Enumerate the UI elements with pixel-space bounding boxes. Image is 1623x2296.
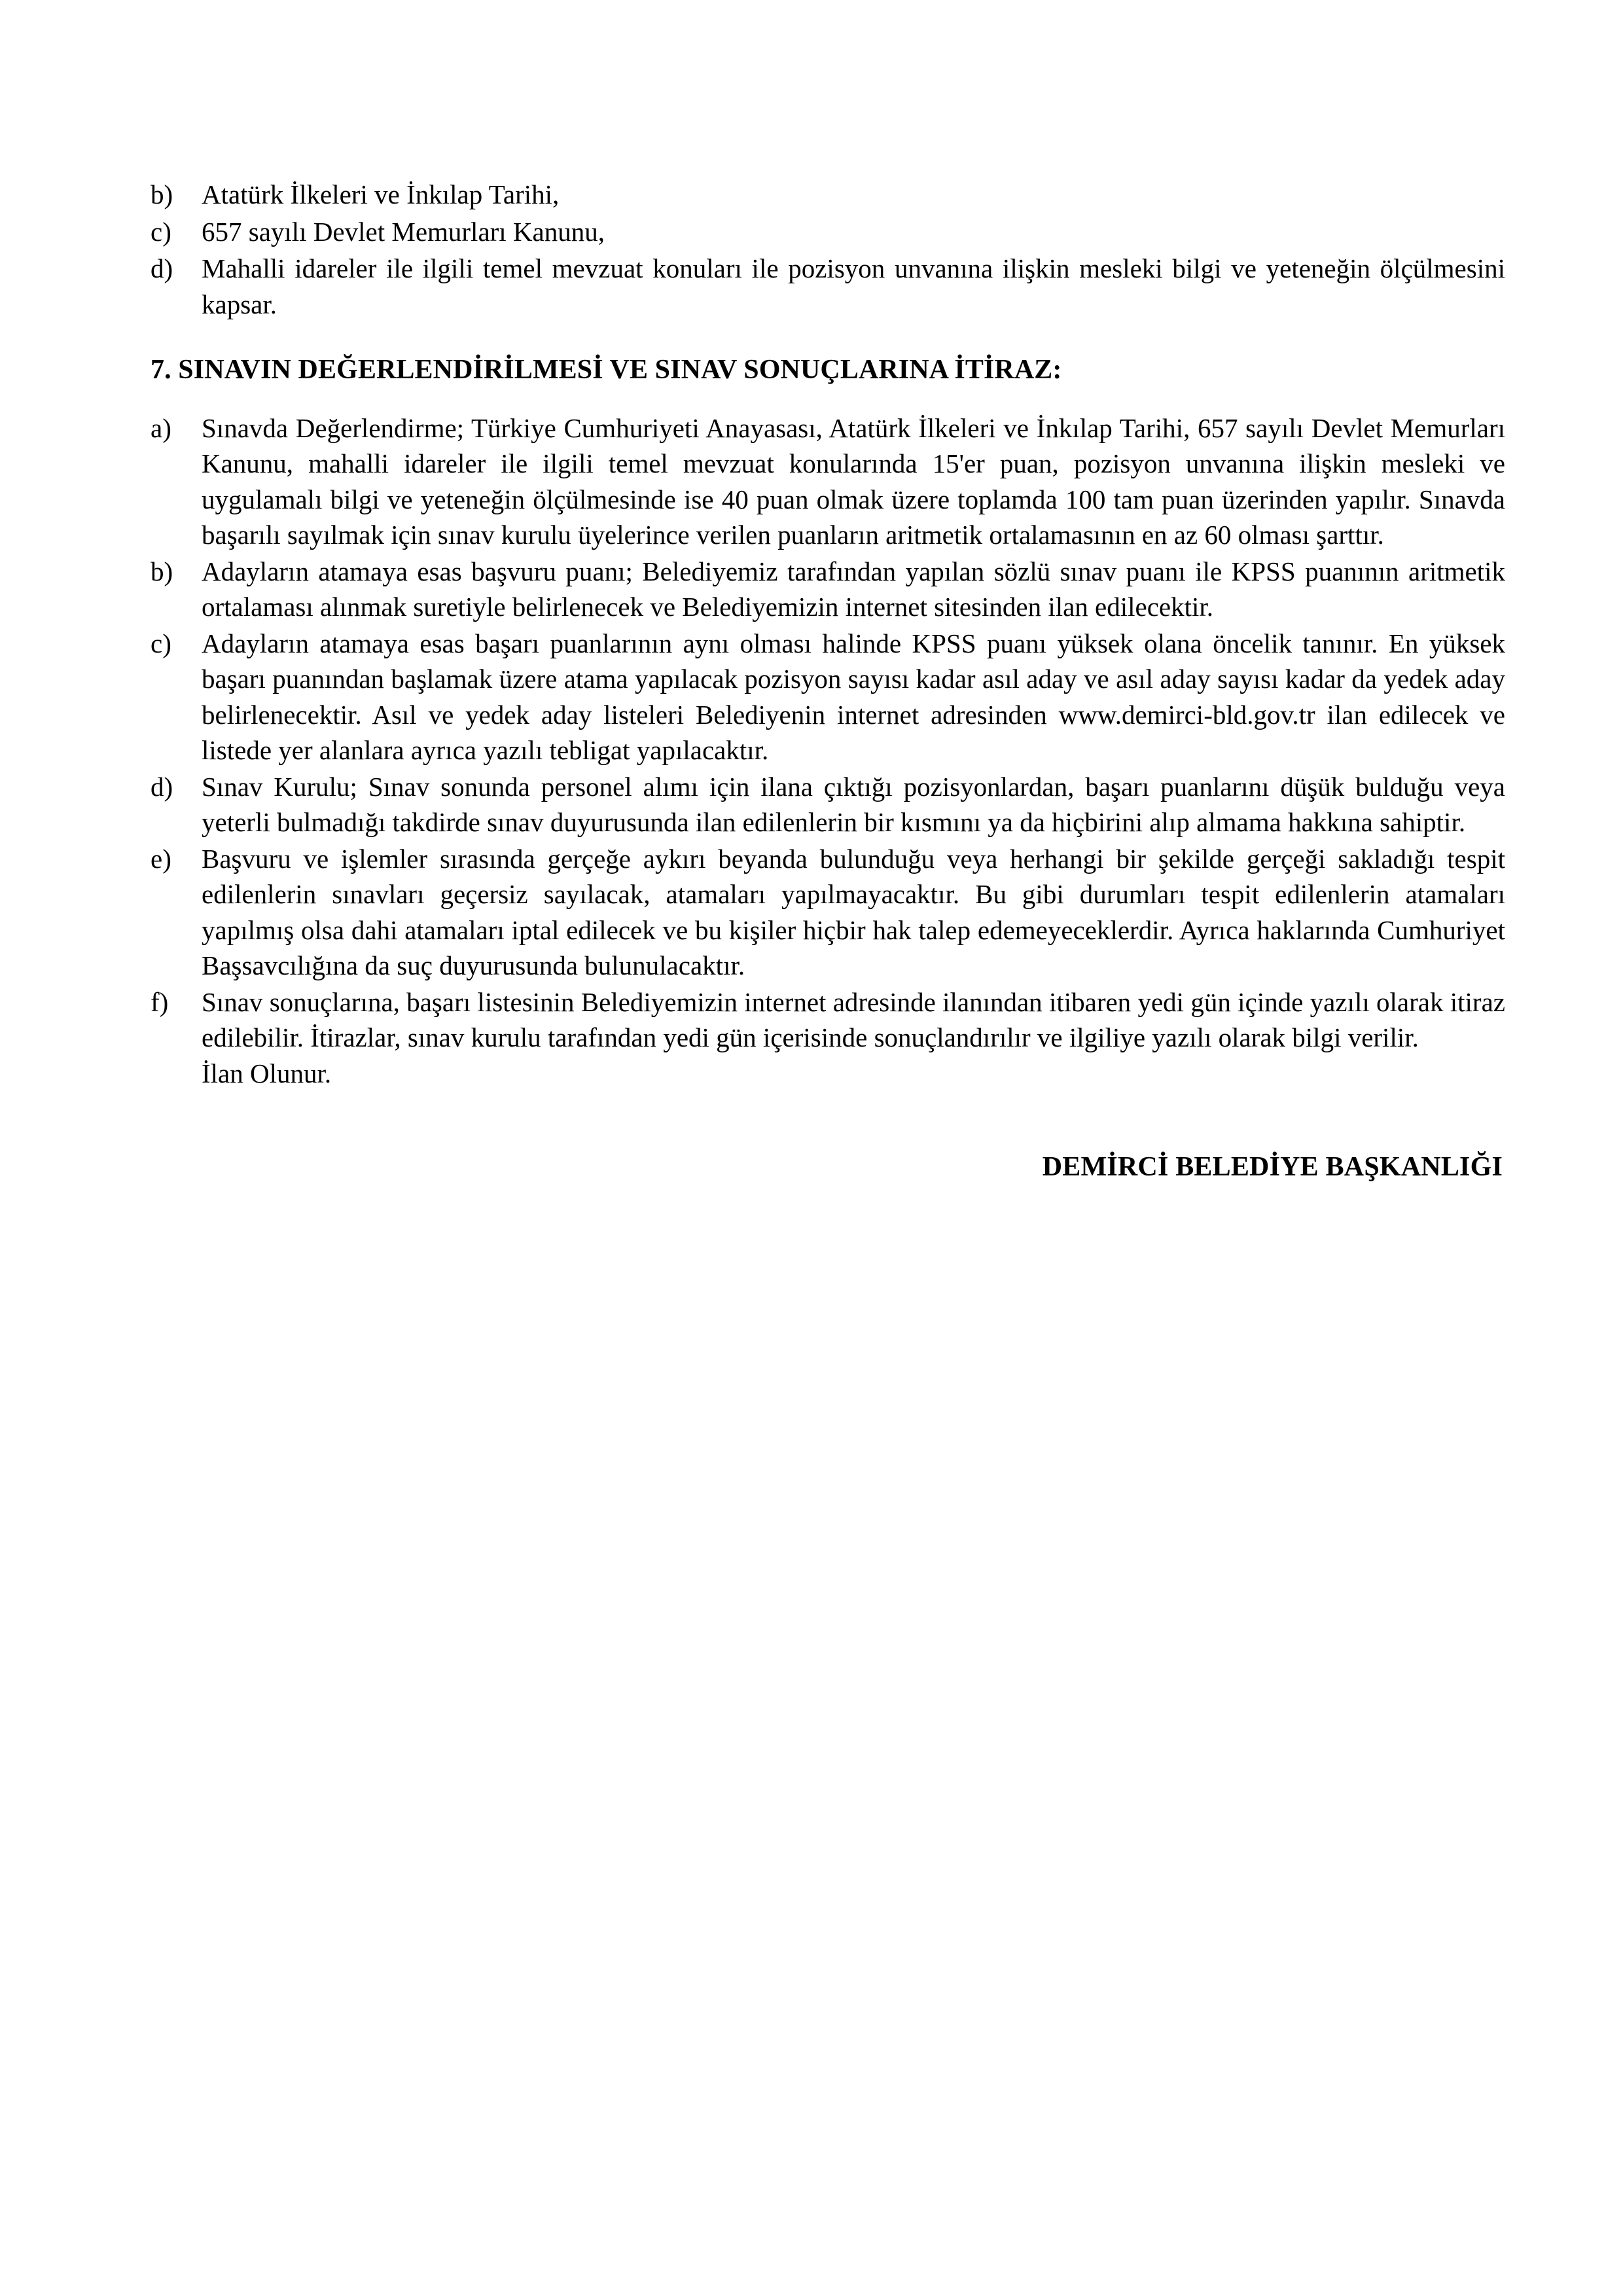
document-content (151, 177, 1505, 1183)
list-item (151, 841, 1505, 984)
list-item-text: Adayların atamaya esas başarı puanlarının aynı olması halinde KPSS puanı yüksek olana öncelik tanınır. En yüksek başarı puanından başlamak üzere atama yapılacak pozisyon sayısı kadar asıl aday ve asıl aday sayısı kadar da yedek aday belirlenecektir. Asıl ve yedek aday listeleri Belediyenin internet adresinden www.demirci-bld.gov.tr ilan edilecek ve listede yer alanlara ayrıca yazılı tebligat yapılacaktır. (202, 628, 1505, 766)
list-item (151, 554, 1505, 625)
list-item-marker: f) (151, 986, 169, 1017)
list-item-text: Başvuru ve işlemler sırasında gerçeğe aykırı beyanda bulunduğu veya herhangi bir şekilde gerçeği sakladığı tespit edilenlerin sınavları geçersiz sayılacak, atamaları yapılmayacaktır. Bu gibi durumları tespit edilenlerin atamaları yapılmış olsa dahi atamaları iptal edilecek ve bu kişiler hiçbir hak talep edemeyeceklerdir. Ayrıca haklarında Cumhuriyet Başsavcılığına da suç duyurusunda bulunulacaktır. (202, 843, 1505, 981)
list-item (151, 177, 1505, 213)
list-item-text: Sınavda Değerlendirme; Türkiye Cumhuriyeti Anayasası, Atatürk İlkeleri ve İnkılap Tarihi, 657 sayılı Devlet Memurları Kanunu, mahalli idareler ile ilgili temel mevzuat konularında 15'er puan, pozisyon unvanına ilişkin mesleki ve uygulamalı bilgi ve yeteneğin ölçülmesinde ise 40 puan olmak üzere toplamda 100 tam puan üzerinden yapılır. Sınavda başarılı sayılmak için sınav kurulu üyelerince verilen puanların aritmetik ortalamasının en az 60 olması şarttır. (202, 412, 1505, 550)
list-item-marker: b) (151, 556, 173, 586)
list-item-marker: c) (151, 216, 171, 247)
list-item (151, 984, 1505, 1056)
section-list (151, 410, 1505, 1056)
list-item-marker: d) (151, 771, 173, 802)
list-item-text: Sınav sonuçlarına, başarı listesinin Belediyemizin internet adresinde ilanından itibaren yedi gün içinde yazılı olarak itiraz edilebilir. İtirazlar, sınav kurulu tarafından yedi gün içerisinde sonuçlandırılır ve ilgiliye yazılı olarak bilgi verilir. (202, 986, 1505, 1053)
list-item-marker: d) (151, 253, 173, 284)
section-heading: 7. SINAVIN DEĞERLENDİRİLMESİ VE SINAV SONUÇLARINA İTİRAZ: (151, 355, 1062, 386)
list-item (151, 251, 1505, 322)
signature-block: DEMİRCİ BELEDİYE BAŞKANLIĞI (1042, 1152, 1503, 1183)
continuation-list (151, 177, 1505, 322)
list-item-text: Adayların atamaya esas başvuru puanı; Belediyemiz tarafından yapılan sözlü sınav puanı ile KPSS puanının aritmetik ortalaması alınmak suretiyle belirlenecek ve Belediyemizin internet sitesinden ilan edilecektir. (202, 556, 1505, 622)
list-item (151, 410, 1505, 553)
list-item-marker: e) (151, 843, 171, 874)
list-item-text: Atatürk İlkeleri ve İnkılap Tarihi, (202, 179, 560, 209)
list-item (151, 214, 1505, 250)
list-item-marker: c) (151, 628, 171, 658)
list-item-text: Sınav Kurulu; Sınav sonunda personel alımı için ilana çıktığı pozisyonlardan, başarı puanlarını düşük bulduğu veya yeterli bulmadığı takdirde sınav duyurusunda ilan edilenlerin bir kısmını ya da hiçbirini alıp almama hakkına sahiptir. (202, 771, 1505, 838)
closing-line: İlan Olunur. (202, 1058, 332, 1088)
list-item-text: Mahalli idareler ile ilgili temel mevzuat konuları ile pozisyon unvanına ilişkin mesleki bilgi ve yeteneğin ölçülmesini kapsar. (202, 253, 1505, 319)
list-item (151, 769, 1505, 840)
list-item-marker: a) (151, 412, 171, 443)
list-item-text: 657 sayılı Devlet Memurları Kanunu, (202, 216, 605, 247)
list-item-marker: b) (151, 179, 173, 209)
list-item (151, 626, 1505, 768)
